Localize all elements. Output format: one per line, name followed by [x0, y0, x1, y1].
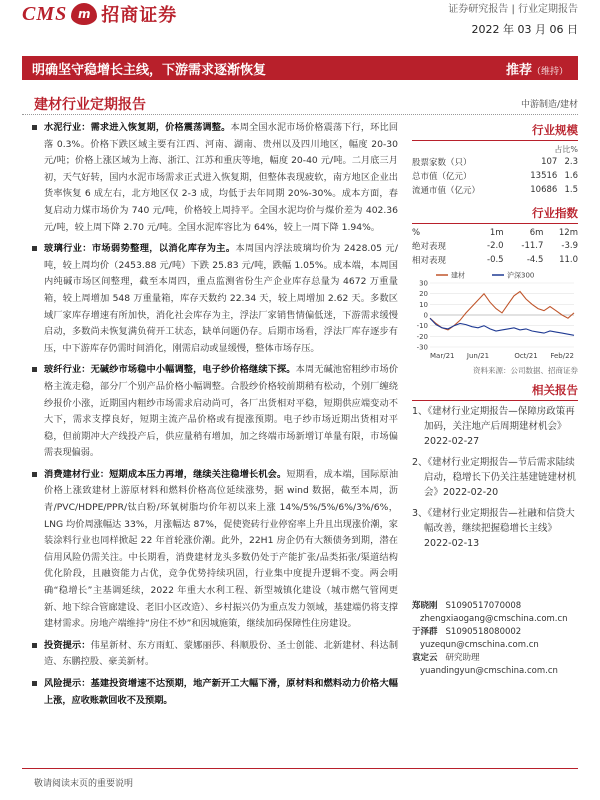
related-report-item[interactable]: 2、《建材行业定期报告—节后需求陆续启动，稳增长下仍关注基建链建材机会》2022-02-20	[412, 457, 577, 498]
paragraph-glass	[30, 241, 398, 357]
paragraph-lead: 风险提示：基建投资增速不达预期，地产新开工大幅下滑，原材料和燃料动力价格大幅上涨，应收账款回收不及预期。	[44, 678, 398, 706]
analyst-list	[412, 600, 578, 678]
analyst-name: 郑晓刚	[412, 601, 438, 611]
index-chart-container	[412, 269, 578, 364]
x-tick-label: Feb/22	[550, 352, 574, 360]
cell: -2.0	[487, 241, 504, 251]
row-label: 绝对表现	[412, 242, 447, 252]
analyst-id: 研究助理	[445, 653, 480, 663]
main-content	[30, 120, 398, 714]
report-date: 2022 年 03 月 06 日	[471, 23, 578, 36]
y-tick-label: -10	[416, 322, 428, 331]
table-header-row	[412, 227, 578, 239]
sector-label: 中游制造/建材	[520, 100, 578, 110]
scale-table	[412, 155, 578, 197]
logo-cn-text: 招商证券	[101, 5, 178, 26]
paragraph-consumer-materials	[30, 467, 398, 633]
cell: 11.0	[559, 255, 578, 265]
analyst-entry	[412, 626, 578, 639]
table-row	[412, 169, 578, 183]
row-label: 股票家数（只）	[412, 158, 472, 168]
paragraph-body: 本周国内浮法玻璃均价为 2428.05 元/吨，较上周均价（2453.88 元/吨）下跌 25.83 元/吨，跌幅 1.05%。成本端，本周国内纯碱市场区间整理，截至本周四，重点监测省份生产企业库存总量为 4672 万重量箱，较上周增加 548 万重量箱，库存天数约 22.34 天，较上周增加 2.62 天。多数区域厂家库存增速有所加快，消化社会库存为主，浮法厂家销售情偏低迷，下游需求缓慢启动，多数尚未恢复满负荷开工状态，缺单问题仍存。后期市场看，浮法厂库存逐步有压，中下游库存仍需时间消化，刚需启动或显缓慢，整体市场存压。	[44, 243, 398, 354]
col-header: 1m	[489, 228, 504, 238]
row-label: 流通市值（亿元）	[412, 186, 481, 196]
x-tick-label: Oct/21	[514, 352, 538, 360]
related-reports	[412, 404, 578, 551]
cell: -11.7	[521, 241, 544, 251]
paragraph-body: 本周全国水泥市场价格震荡下行，环比回落 0.3%。价格下跌区域主要有江西、河南、湖南、贵州以及四川地区，幅度 20-30 元/吨；价格上涨区域为上海、浙江、江苏和重庆等地，幅度 20-40 元/吨。二月底三月初，天气好转，国内水泥市场需求正式进入恢复期，但整体表现疲软，南方地区企业出货率恢复 6 成左右，北方地区仅 2-3 成，均低于去年同期 20%-30%。成本方面，春复启动力煤市场价为 740 元/吨，价格较上周持平。全国水泥均价与煤价差为 402.36 元/吨，较上周下降 2.70 元/吨。全国水泥库容比为 64%，较上一周下降 1.94%。	[44, 122, 399, 233]
table-row	[412, 253, 578, 267]
row-value: 107	[541, 157, 558, 167]
cell: -0.5	[487, 255, 504, 265]
analyst-email[interactable]: yuandingyun@cmschina.com.cn	[420, 666, 558, 676]
analyst-name: 于泽群	[412, 627, 438, 637]
sidebar	[412, 120, 578, 557]
row-pct: 2.3	[564, 157, 578, 167]
index-table	[412, 227, 578, 267]
paragraph-body: 伟星新材、东方雨虹、蒙娜丽莎、科顺股份、圣士创能、北新建材、科达制造、东鹏控股、豪美新材。	[44, 639, 399, 668]
logo-cms-text: CMS	[22, 2, 68, 25]
legend-label: 建材	[451, 271, 465, 280]
logo-mark-icon: m	[71, 3, 97, 25]
y-tick-label: 30	[419, 279, 428, 288]
x-tick-label: Jun/21	[466, 352, 490, 360]
report-subtitle: 建材行业定期报告	[34, 97, 146, 113]
footer-note: 敬请阅读末页的重要说明	[34, 779, 134, 789]
report-header	[0, 0, 600, 48]
paragraph-lead: 投资提示：	[44, 639, 91, 651]
company-logo	[22, 0, 177, 28]
analyst-email[interactable]: yuzequn@cmschina.com.cn	[420, 640, 539, 650]
index-unit: %	[412, 228, 421, 238]
row-value: 10686	[530, 185, 558, 195]
series-line-industry	[430, 292, 574, 330]
row-pct: 1.6	[564, 171, 578, 181]
legend-label: 沪深300	[507, 271, 535, 280]
col-header: 6m	[529, 228, 544, 238]
paragraph-investment	[30, 638, 398, 671]
report-type: 证券研究报告 | 行业定期报告	[448, 4, 578, 15]
y-tick-label: -20	[416, 332, 428, 341]
analyst-email[interactable]: zhengxiaogang@cmschina.com.cn	[420, 614, 568, 624]
footer-rule	[22, 768, 578, 769]
scale-unit: 占比%	[554, 145, 578, 154]
x-tick-label: Mar/21	[430, 352, 455, 360]
related-report-item[interactable]: 3、《建材行业定期报告—社融和信贷大幅改善，继续把握稳增长主线》2022-02-13	[412, 508, 575, 549]
paragraph-body: 本周无碱池窑粗纱市场价格主流走稳，部分厂个别产品价格小幅调整。合股纱价格较前期稍有松动，个别厂缠绕纱报价小涨，近期国内粗纱市场需求启动尚可，各厂出货相对平稳，短期供应端变动不大下，需求支撑良好，短期主流产品价格或有提涨预期。电子纱市场近期出货相对平稳，但前期冲大产线投产后，供应量稍有增加，加之终端市场新增订单量有限，市场偏需表现偏弱。	[44, 364, 399, 459]
rating-label: 推荐	[505, 62, 532, 78]
analyst-entry	[412, 652, 578, 665]
paragraph-body: 短期看，成本端，国际原油价格上涨致建材上游原材料和燃料价格高位延续涨势，据 wind 数据，截至本周，沥青/PVC/HDPE/PPR/钛白粉/环氧树脂均价年初以来上涨 14%/5%/5%/6%/3%/6%，LNG 均价周涨幅达 33%，月涨幅达 87%，促使瓷砖行业停窑率上升且出现涨价潮，家装涂料行业也同样掀起 22 年首轮涨价潮。此外，22H1 房企仍有大额债务到期，潜在信用风险仍需关注。中长期看，消费建材龙头多数仍处于产能扩张/品类拓张/渠道结构优化阶段，且融资能力占优，竞争优势持续巩固，行业集中度提升逻辑不变。两会明确“稳增长”主基调延续，2022 年重大水利工程、新型城镇化建设（城市燃气管网更新、地下综合管廊建设、老旧小区改造）、乡村振兴仍为重点发力领域，基建端仍将支撑建材需求。房地产端维持“房住不炒”和因城施策，继续加码保障性住房建设。	[44, 468, 399, 630]
related-report-item[interactable]: 1、《建材行业定期报告—保障房政策再加码，关注地产后周期建材机会》2022-02-27	[412, 406, 575, 447]
paragraph-lead: 消费建材行业：短期成本压力再增，继续关注稳增长机会。	[44, 468, 287, 480]
analyst-name: 袁定云	[412, 653, 438, 663]
related-heading: 相关报告	[412, 380, 578, 401]
index-line-chart	[412, 269, 578, 361]
scale-heading: 行业规模	[412, 120, 578, 141]
paragraph-risk	[30, 676, 398, 709]
title-banner	[22, 56, 578, 80]
table-row	[412, 239, 578, 253]
paragraph-lead: 玻纤行业：无碱纱市场稳中小幅调整，电子纱价格继续下探。	[44, 364, 296, 376]
row-label: 总市值（亿元）	[412, 172, 472, 182]
analyst-id: S1090517070008	[445, 601, 522, 611]
analyst-entry	[412, 600, 578, 613]
y-tick-label: 20	[419, 290, 428, 299]
paragraph-lead: 水泥行业：需求进入恢复期，价格震荡调整。	[44, 122, 231, 133]
series-line-hs300	[430, 318, 574, 335]
row-value: 13516	[530, 171, 558, 181]
header-meta	[448, 0, 578, 37]
analyst-id: S1090518080002	[445, 627, 522, 637]
y-tick-label: 10	[419, 300, 428, 309]
paragraph-fiberglass	[30, 362, 398, 462]
rating-note: （维持）	[531, 66, 568, 77]
cell: -3.9	[561, 241, 578, 251]
y-tick-label: -30	[416, 343, 428, 352]
cell: -4.5	[526, 255, 544, 265]
row-pct: 1.5	[564, 185, 578, 195]
chart-source: 资料来源：公司数据、招商证券	[473, 366, 578, 375]
col-header: 12m	[558, 228, 578, 238]
paragraph-cement	[30, 120, 398, 236]
paragraph-lead: 玻璃行业：市场弱势整理，以消化库存为主。	[44, 243, 236, 255]
row-label: 相对表现	[412, 256, 447, 266]
y-tick-label: 0	[423, 311, 428, 320]
report-title: 明确坚守稳增长主线，下游需求逐渐恢复	[32, 62, 267, 78]
table-row	[412, 183, 578, 197]
divider	[22, 114, 578, 115]
index-heading: 行业指数	[412, 203, 578, 224]
rating-badge	[506, 59, 568, 78]
table-row	[412, 155, 578, 169]
